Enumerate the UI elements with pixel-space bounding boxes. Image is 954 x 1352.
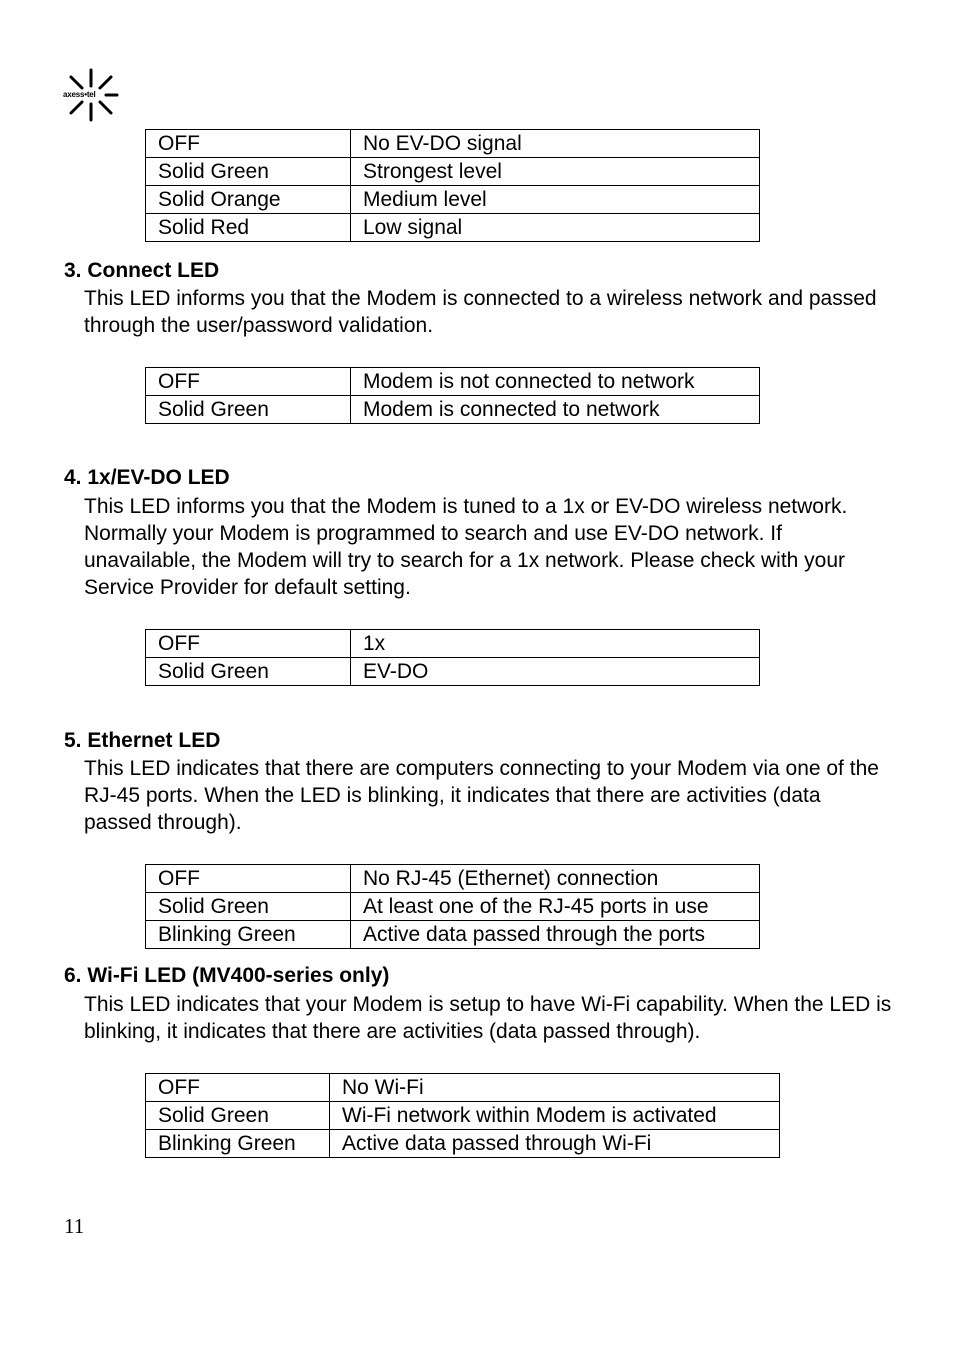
- table-row: [146, 893, 760, 921]
- led-state: OFF: [146, 130, 351, 158]
- table-row: [146, 1130, 780, 1158]
- logo-text: axess•tel: [63, 90, 96, 99]
- ethernet-led-table: [145, 864, 760, 949]
- connect-led-table: [145, 367, 760, 424]
- led-meaning: Modem is not connected to network: [351, 368, 760, 396]
- led-state: OFF: [146, 368, 351, 396]
- evdo-led-description: This LED informs you that the Modem is tuned to a 1x or EV-DO wireless network. Normally your Modem is programmed to search and use EV-DO network. If unavailable, the Modem will try to search for a 1x network. Please check with your Service Provider for default setting.: [84, 495, 848, 599]
- led-meaning: At least one of the RJ-45 ports in use: [351, 893, 760, 921]
- led-state: Solid Green: [146, 158, 351, 186]
- table-row: [146, 1074, 780, 1102]
- led-meaning: EV-DO: [351, 658, 760, 686]
- axesstel-logo-icon: [62, 68, 120, 124]
- table-row: [146, 214, 760, 242]
- wifi-led-heading: 6. Wi-Fi LED (MV400-series only): [64, 964, 390, 987]
- led-state: Solid Red: [146, 214, 351, 242]
- signal-led-table: [145, 129, 760, 242]
- led-meaning: Medium level: [351, 186, 760, 214]
- led-state: Solid Green: [146, 396, 351, 424]
- table-row: [146, 630, 760, 658]
- led-state: OFF: [146, 865, 351, 893]
- led-meaning: No Wi-Fi: [330, 1074, 780, 1102]
- table-row: [146, 658, 760, 686]
- led-meaning: Wi-Fi network within Modem is activated: [330, 1102, 780, 1130]
- table-row: [146, 130, 760, 158]
- led-state: Solid Green: [146, 658, 351, 686]
- wifi-led-table: [145, 1073, 780, 1158]
- led-state: OFF: [146, 1074, 330, 1102]
- led-meaning: 1x: [351, 630, 760, 658]
- led-meaning: Modem is connected to network: [351, 396, 760, 424]
- led-meaning: Low signal: [351, 214, 760, 242]
- led-state: Solid Orange: [146, 186, 351, 214]
- table-row: [146, 158, 760, 186]
- connect-led-heading: 3. Connect LED: [64, 259, 220, 282]
- table-row: [146, 1102, 780, 1130]
- page-number: 11: [64, 1214, 85, 1238]
- led-state: OFF: [146, 630, 351, 658]
- led-meaning: No EV-DO signal: [351, 130, 760, 158]
- led-state: Solid Green: [146, 1102, 330, 1130]
- led-meaning: Active data passed through the ports: [351, 921, 760, 949]
- ethernet-led-heading: 5. Ethernet LED: [64, 729, 221, 752]
- table-row: [146, 865, 760, 893]
- connect-led-description: This LED informs you that the Modem is connected to a wireless network and passed through the user/password validation.: [84, 287, 877, 337]
- led-state: Blinking Green: [146, 921, 351, 949]
- led-state: Solid Green: [146, 893, 351, 921]
- table-row: [146, 368, 760, 396]
- evdo-led-table: [145, 629, 760, 686]
- led-meaning: Active data passed through Wi-Fi: [330, 1130, 780, 1158]
- table-row: [146, 921, 760, 949]
- led-meaning: Strongest level: [351, 158, 760, 186]
- led-state: Blinking Green: [146, 1130, 330, 1158]
- wifi-led-description: This LED indicates that your Modem is setup to have Wi-Fi capability. When the LED is blinking, it indicates that there are activities (data passed through).: [84, 993, 892, 1043]
- led-meaning: No RJ-45 (Ethernet) connection: [351, 865, 760, 893]
- table-row: [146, 186, 760, 214]
- evdo-led-heading: 4. 1x/EV-DO LED: [64, 466, 230, 489]
- ethernet-led-description: This LED indicates that there are computers connecting to your Modem via one of the RJ-45 ports. When the LED is blinking, it indicates that there are activities (data passed through).: [84, 757, 879, 834]
- table-row: [146, 396, 760, 424]
